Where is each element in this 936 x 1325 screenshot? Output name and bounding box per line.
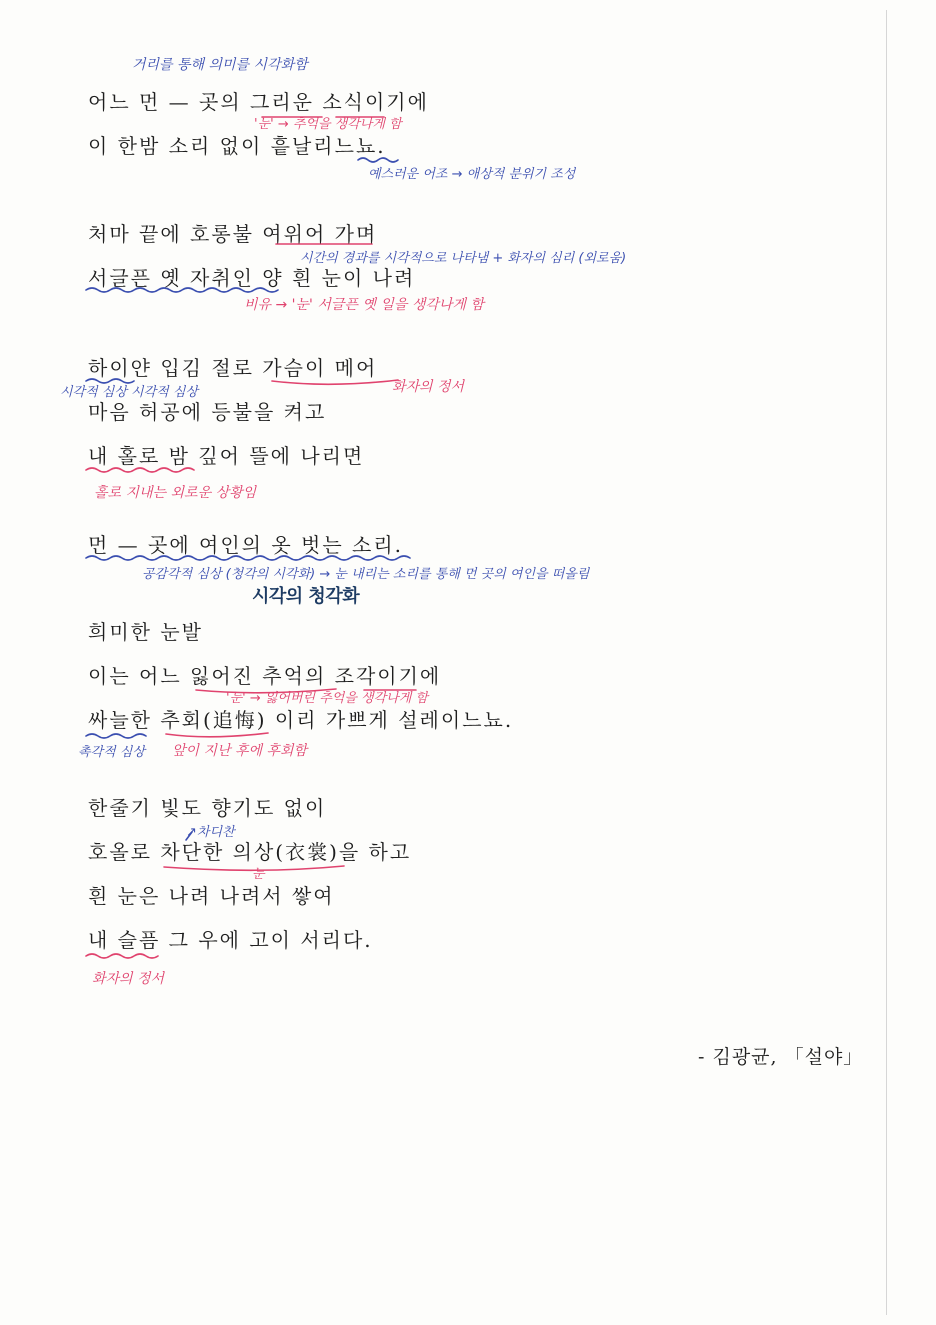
underline-chuhoe [166,733,268,737]
annotation-note-10: '눈' → 잃어버린 추억을 생각나게 함 [226,691,428,706]
printed-note-visual-to-auditory: 시각의 청각화 [252,586,360,607]
annotation-note-4: 시간의 경과를 시각적으로 나타냄 + 화자의 심리 (외로움) [300,251,627,266]
poem-line-1: 어느 먼 — 곳의 그리운 소식이기에 [88,90,429,114]
underline-gaseum [272,380,398,384]
poem-line-3: 처마 끝에 호롱불 여위어 가며 [88,222,378,246]
poem-line-9: 희미한 눈발 [88,620,203,644]
annotation-note-2: '눈' → 추억을 생각나게 함 [254,117,402,132]
poem-line-14: 흰 눈은 나려 나려서 쌓여 [88,884,335,908]
poem-line-4: 서글픈 옛 자취인 양 흰 눈이 나려 [88,266,416,290]
annotation-note-5: 비유 → '눈' 서글픈 옛 일을 생각나게 함 [244,297,484,313]
wavy-ssaneulhan [86,734,146,738]
annotation-note-8: 홀로 지내는 외로운 상황임 [94,485,257,501]
annotation-note-6: 화자의 정서 [392,379,465,395]
poem-line-11: 싸늘한 추회(追悔) 이리 가쁘게 설레이느뇨. [88,708,514,732]
annotation-note-14: 눈 [252,867,265,882]
poem-line-8: 먼 — 곳에 여인의 옷 벗는 소리. [88,533,404,557]
annotation-note-12: 앞이 지난 후에 후회함 [172,743,308,759]
poem-line-7: 내 홀로 밤 깊어 뜰에 나리면 [88,444,365,468]
wavy-nae-seulpeum [86,954,158,958]
poem-line-10: 이는 어느 잃어진 추억의 조각이기에 [88,664,442,688]
annotation-note-11: 촉각적 심상 [78,745,145,760]
wavy-naero-holo [86,468,194,472]
annotation-note-15: 화자의 정서 [92,971,165,987]
annotation-note-1: 거리를 통해 의미를 시각화함 [132,57,308,73]
page-edge [886,10,887,1315]
poem-line-12: 한줄기 빛도 향기도 없이 [88,796,327,820]
poem-line-5: 하이얀 입김 절로 가슴이 메어 [88,356,378,380]
poem-line-13: 호올로 차단한 의상(衣裳)을 하고 [88,840,412,864]
poem-line-15: 내 슬픔 그 우에 고이 서리다. [88,928,373,952]
poem-line-6: 마음 허공에 등불을 켜고 [88,400,327,424]
annotation-note-13: ↗차디찬 [186,825,235,840]
poem-line-2: 이 한밤 소리 없이 흩날리느뇨. [88,134,386,158]
wavy-heutnalli [358,158,398,162]
author-credit: - 김광균, 「설야」 [698,1046,864,1068]
annotation-note-9: 공감각적 심상 (청각의 시각화) → 눈 내리는 소리를 통해 먼 곳의 여인을 떠올림 [142,567,590,582]
annotation-note-3: 예스러운 어조 → 애상적 분위기 조성 [368,167,576,182]
annotation-note-7: 시각적 심상 시각적 심상 [60,385,198,400]
